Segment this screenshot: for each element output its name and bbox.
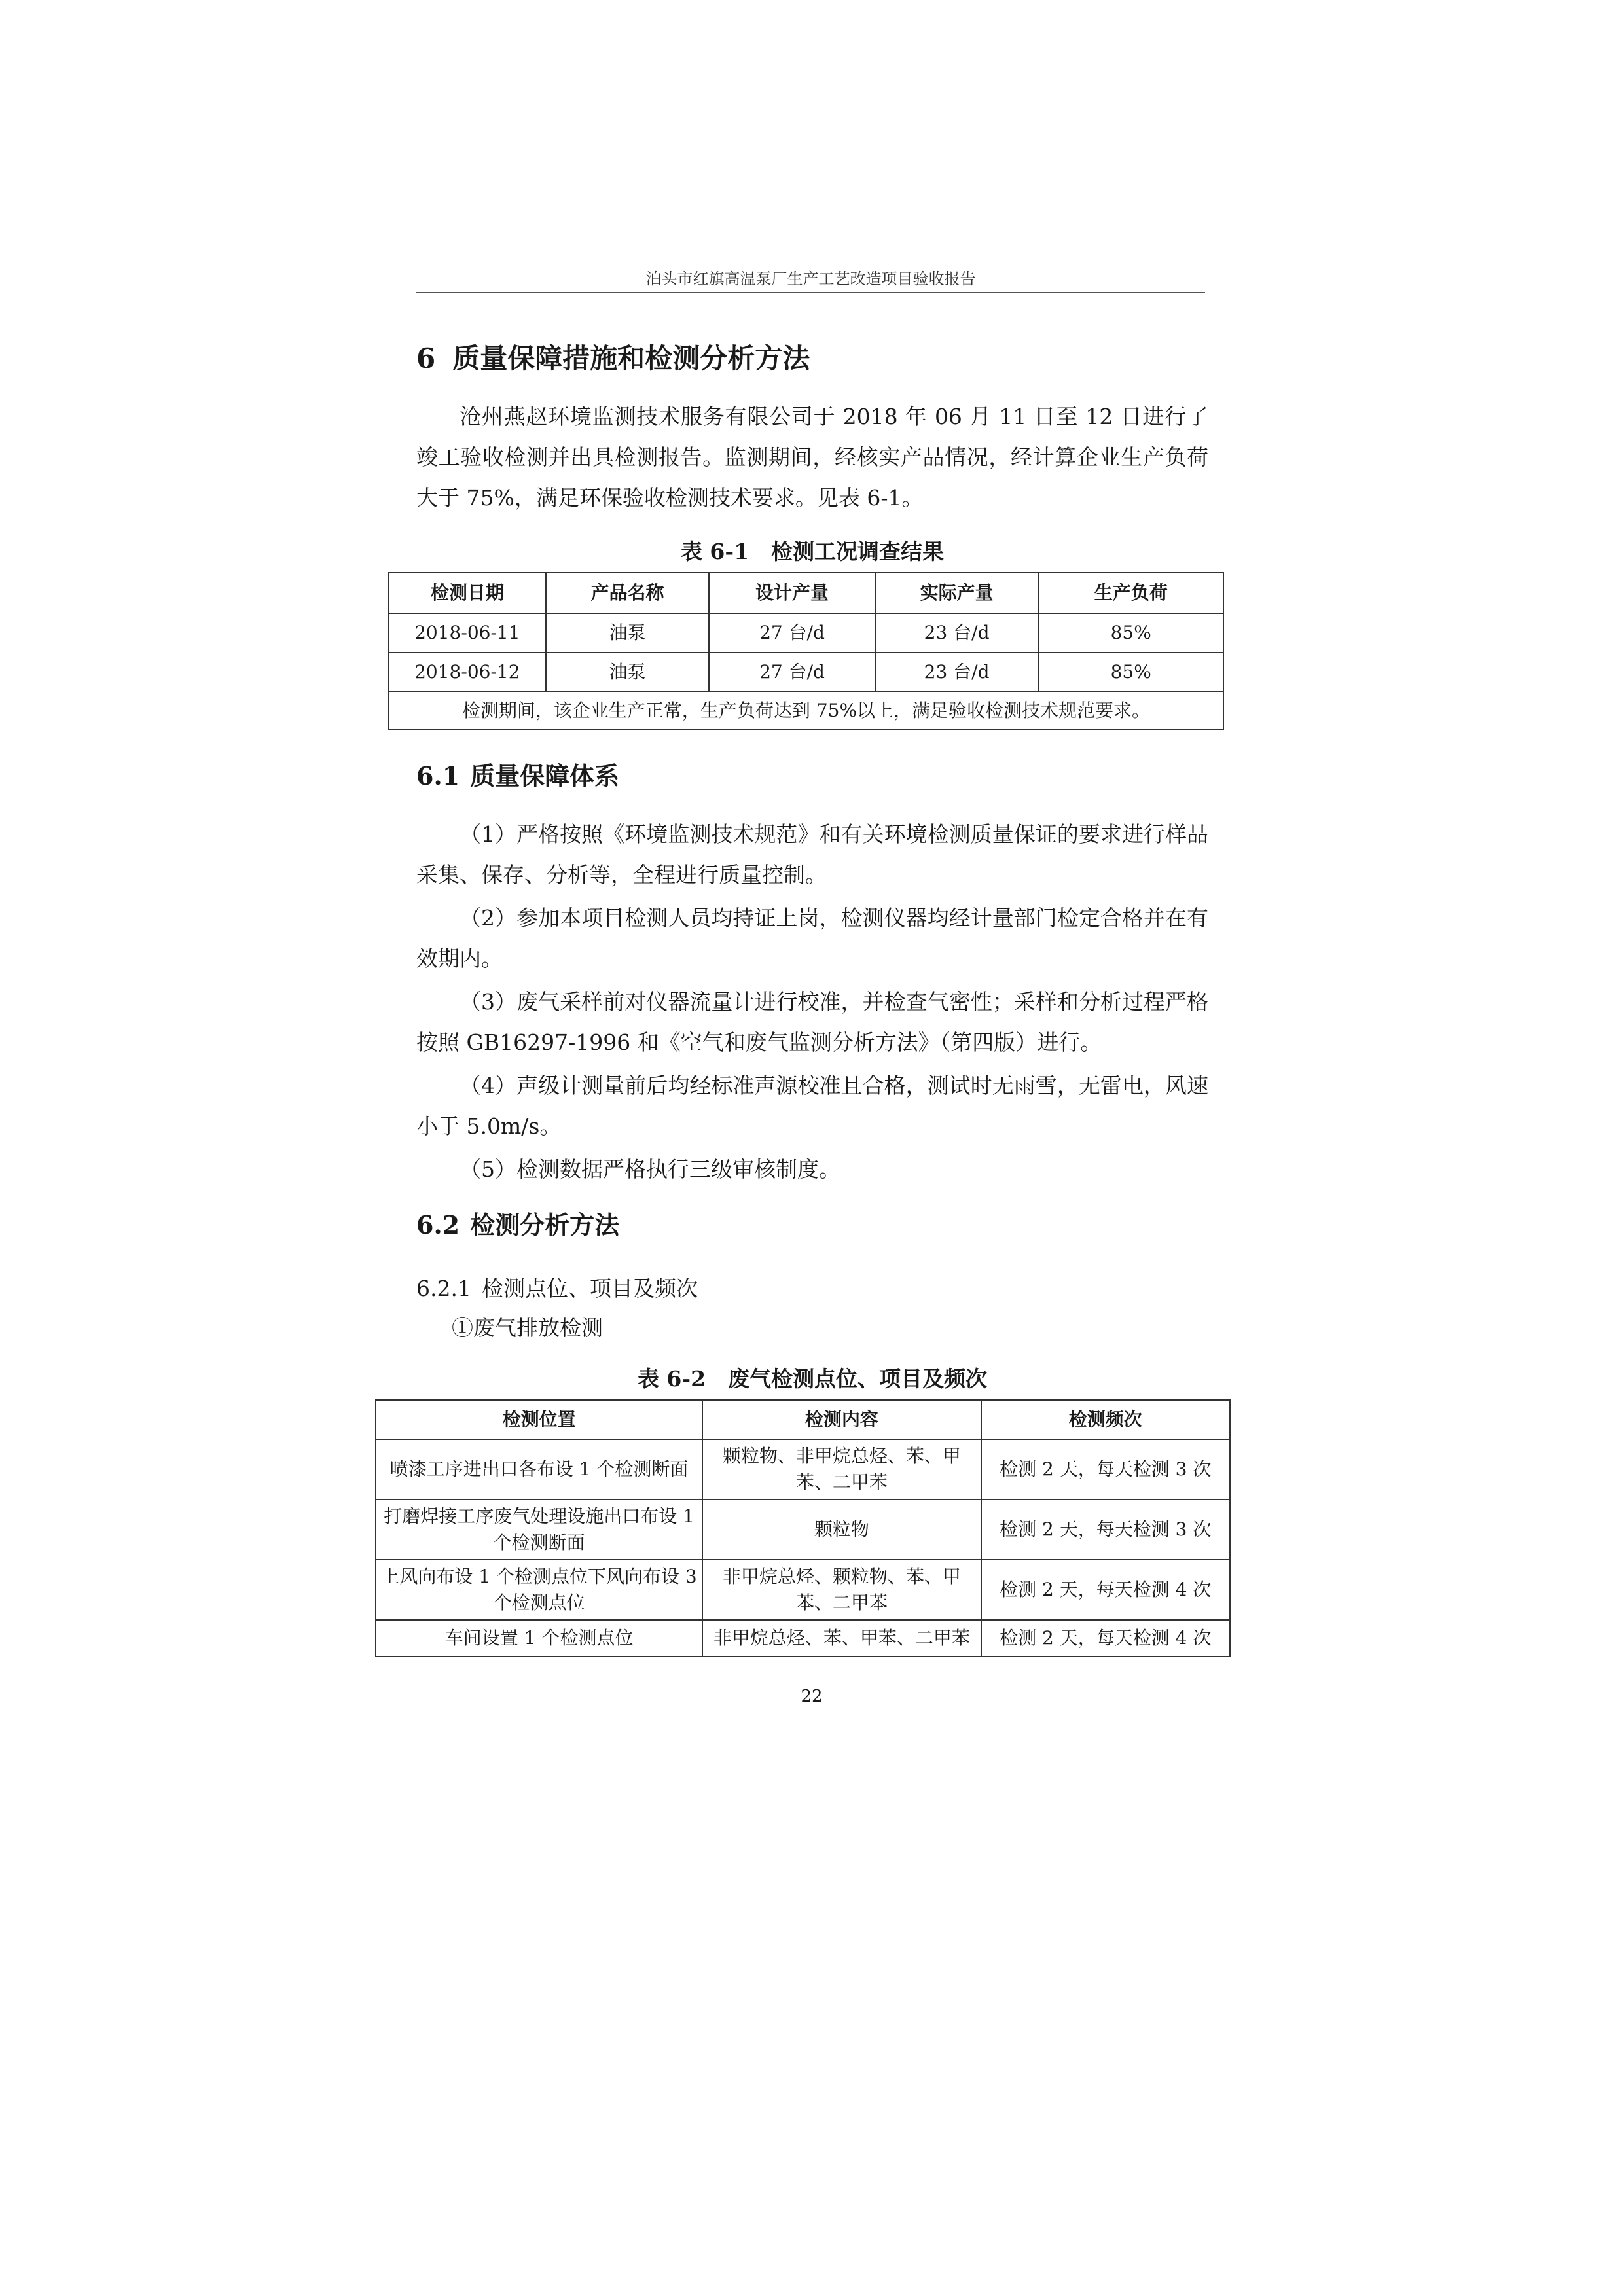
table-cell: 非甲烷总烃、苯、甲苯、二甲苯 (702, 1620, 981, 1657)
table-row (376, 1620, 1230, 1657)
table-cell: 颗粒物、非甲烷总烃、苯、甲苯、二甲苯 (702, 1439, 981, 1499)
table-2-header-cell: 检测频次 (981, 1400, 1230, 1439)
table-1-caption (416, 535, 1208, 568)
section-6-number: 6 (416, 342, 436, 374)
table-cell: 喷漆工序进出口各布设 1 个检测断面 (376, 1439, 702, 1499)
table-row (376, 1499, 1230, 1560)
table-row (389, 653, 1223, 692)
table-1-header-cell: 设计产量 (709, 573, 875, 613)
table-1 (388, 572, 1224, 730)
page-number: 22 (801, 1687, 823, 1706)
table-2 (375, 1399, 1231, 1657)
section-6-2-1-heading (416, 1272, 698, 1305)
header-rule (416, 292, 1205, 293)
table-1-header-cell: 产品名称 (546, 573, 710, 613)
quality-item-4: （4）声级计测量前后均经标准声源校准且合格，测试时无雨雪，无雷电，风速小于 5.0m/s。 (416, 1073, 1208, 1139)
quality-item-1: （1）严格按照《环境监测技术规范》和有关环境检测质量保证的要求进行样品采集、保存、分析等，全程进行质量控制。 (416, 821, 1208, 888)
table-cell: 车间设置 1 个检测点位 (376, 1620, 702, 1657)
table-2-header-cell: 检测内容 (702, 1400, 981, 1439)
table-cell: 27 台/d (709, 613, 875, 653)
table-cell: 颗粒物 (702, 1499, 981, 1560)
quality-item-3: （3）废气采样前对仪器流量计进行校准，并检查气密性；采样和分析过程严格按照 GB16297-1996 和《空气和废气监测分析方法》（第四版）进行。 (416, 989, 1208, 1055)
section-6-2-1-number: 6.2.1 (416, 1276, 471, 1301)
table-cell: 油泵 (546, 653, 710, 692)
table-cell: 打磨焊接工序废气处理设施出口布设 1 个检测断面 (376, 1499, 702, 1560)
section-6-2-1-title: 检测点位、项目及频次 (481, 1276, 698, 1301)
section-6-intro: 沧州燕赵环境监测技术服务有限公司于 2018 年 06 月 11 日至 12 日进行了竣工验收检测并出具检测报告。监测期间，经核实产品情况，经计算企业生产负荷大于 75%，满足环保验收检测技术要求。见表 6-1。 (416, 404, 1208, 511)
section-6-2-number: 6.2 (416, 1210, 460, 1240)
table-2-caption-number: 表 6-2 (637, 1366, 706, 1391)
section-6-2-heading (416, 1207, 619, 1244)
table-cell: 检测 2 天，每天检测 3 次 (981, 1439, 1230, 1499)
table-cell: 2018-06-12 (389, 653, 546, 692)
table-1-header-cell: 检测日期 (389, 573, 546, 613)
table-1-note: 检测期间，该企业生产正常，生产负荷达到 75%以上，满足验收检测技术规范要求。 (389, 692, 1223, 730)
table-1-caption-title: 检测工况调查结果 (771, 539, 945, 564)
section-6-title: 质量保障措施和检测分析方法 (452, 342, 810, 374)
table-1-header-cell: 实际产量 (875, 573, 1039, 613)
section-6-1-heading (416, 758, 619, 795)
table-1-caption-number: 表 6-1 (680, 539, 749, 564)
table-cell: 85% (1038, 653, 1223, 692)
quality-item-2: （2）参加本项目检测人员均持证上岗，检测仪器均经计量部门检定合格并在有效期内。 (416, 905, 1208, 971)
table-cell: 检测 2 天，每天检测 3 次 (981, 1499, 1230, 1560)
section-6-heading (416, 339, 810, 378)
table-cell: 检测 2 天，每天检测 4 次 (981, 1560, 1230, 1620)
table-2-caption-title: 废气检测点位、项目及频次 (728, 1366, 988, 1391)
running-header: 泊头市红旗高温泵厂生产工艺改造项目验收报告 (645, 270, 976, 288)
section-6-2-title: 检测分析方法 (470, 1210, 620, 1240)
table-cell: 23 台/d (875, 653, 1039, 692)
table-cell: 检测 2 天，每天检测 4 次 (981, 1620, 1230, 1657)
table-cell: 23 台/d (875, 613, 1039, 653)
table-row (376, 1560, 1230, 1620)
section-6-1-title: 质量保障体系 (470, 761, 620, 791)
quality-item-5: （5）检测数据严格执行三级审核制度。 (460, 1157, 840, 1182)
table-2-header-cell: 检测位置 (376, 1400, 702, 1439)
table-cell: 上风向布设 1 个检测点位下风向布设 3 个检测点位 (376, 1560, 702, 1620)
section-6-1-number: 6.1 (416, 761, 460, 791)
table-cell: 油泵 (546, 613, 710, 653)
table-row (376, 1439, 1230, 1499)
waste-gas-item-label: ①废气排放检测 (452, 1315, 603, 1340)
table-2-caption (416, 1363, 1208, 1395)
table-cell: 非甲烷总烃、颗粒物、苯、甲苯、二甲苯 (702, 1560, 981, 1620)
table-row (389, 613, 1223, 653)
table-cell: 85% (1038, 613, 1223, 653)
table-cell: 27 台/d (709, 653, 875, 692)
table-cell: 2018-06-11 (389, 613, 546, 653)
table-1-header-cell: 生产负荷 (1038, 573, 1223, 613)
